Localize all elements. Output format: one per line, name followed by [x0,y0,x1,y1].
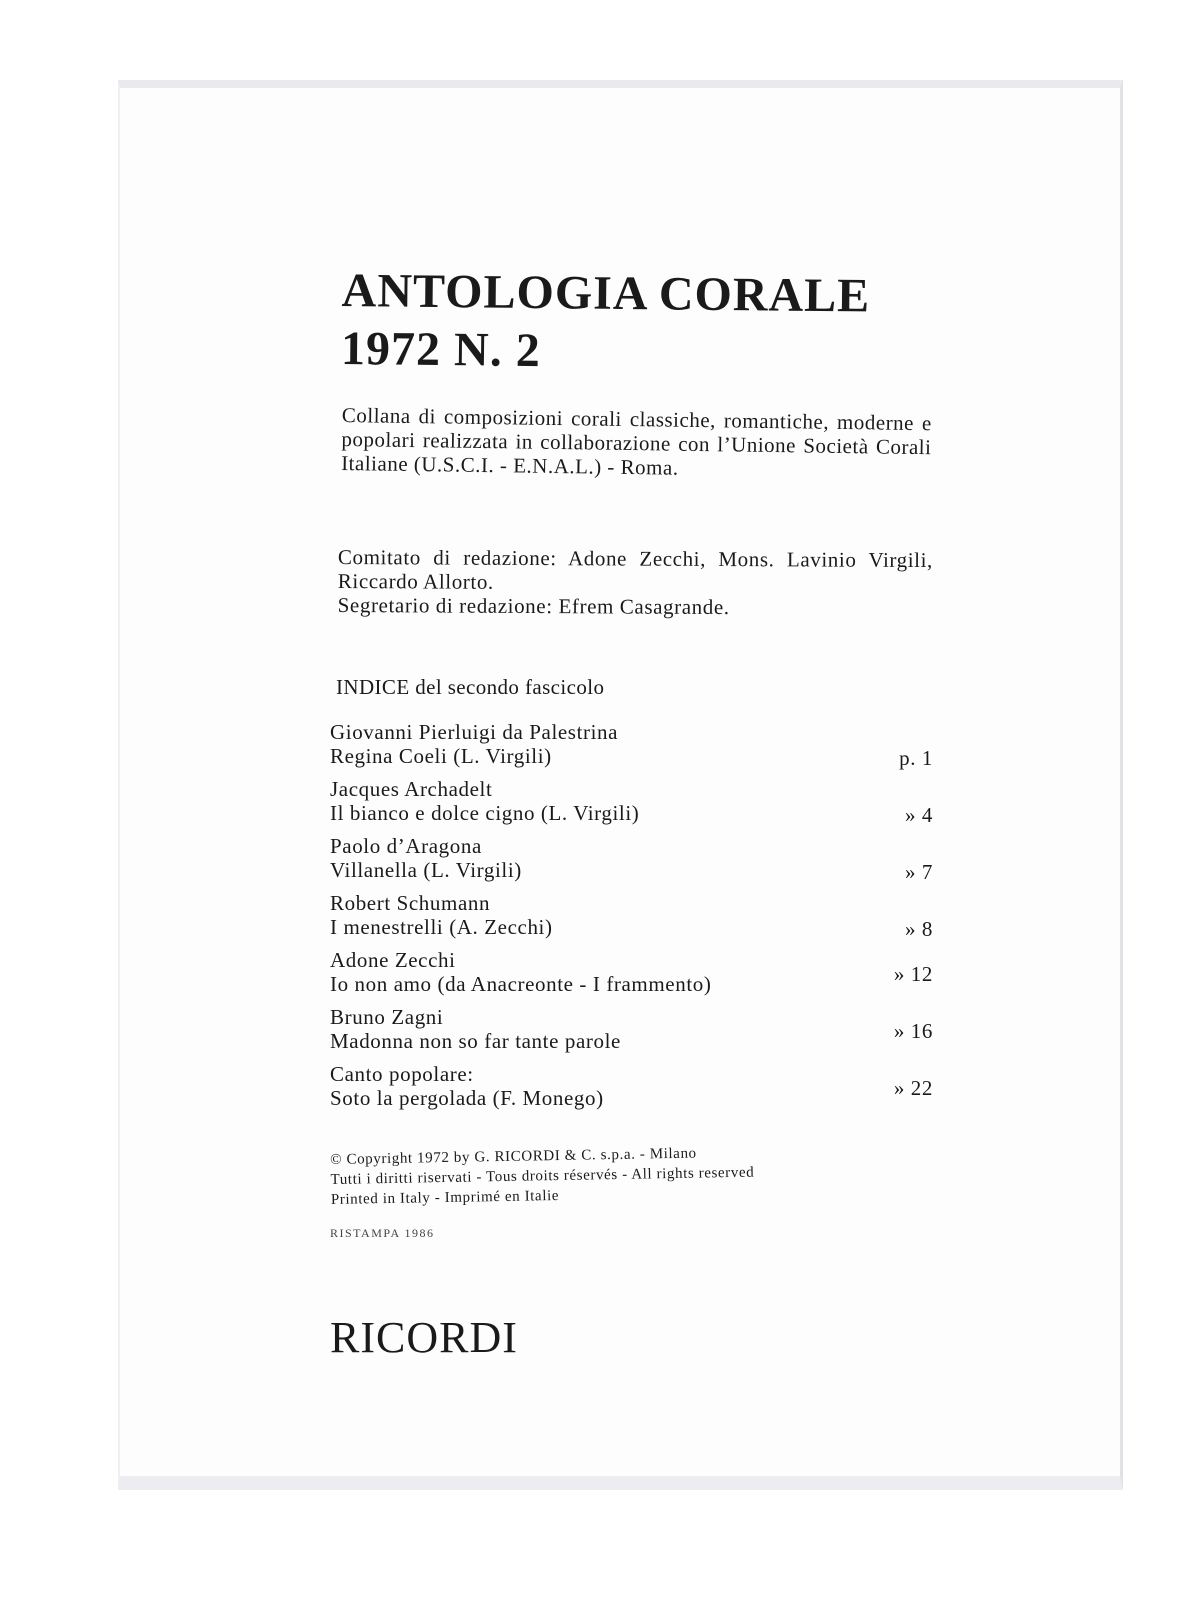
index-composer: Robert Schumann [330,891,491,915]
editorial-secretary: Segretario di redazione: Efrem Casagrande. [337,592,730,620]
index-composer: Bruno Zagni [330,1005,444,1029]
index-entry [330,948,935,1005]
copyright-line: © Copyright 1972 by G. RICORDI & C. s.p.a. - Milano [330,1145,697,1168]
index-work: Il bianco e dolce cigno (L. Virgili) [330,801,640,825]
index-composer: Adone Zecchi [330,948,456,972]
index-page: » 12 [893,962,933,986]
publisher-logo: RICORDI [330,1313,518,1362]
index-entry [330,891,935,948]
committee-members: Comitato di redazione: Adone Zecchi, Mons. Lavinio Virgili, Riccardo Allorto. [337,545,933,594]
index-work: Villanella (L. Virgili) [330,858,522,882]
index-page: » 7 [904,860,933,884]
index-work: Regina Coeli (L. Virgili) [330,744,552,768]
index-entry [330,1005,935,1062]
index-entry [330,834,935,891]
index-composer: Paolo d’Aragona [330,834,482,858]
index-heading: INDICE del secondo fascicolo [336,675,605,699]
index-work: Soto la pergolada (F. Monego) [330,1086,604,1110]
rights-line: Tutti i diritti riservati - Tous droits réservés - All rights reserved [330,1164,755,1188]
printed-line: Printed in Italy - Imprimé en Italie [330,1188,560,1208]
index-composer: Jacques Archadelt [330,777,493,801]
publication-title [341,262,871,384]
index-composer: Giovanni Pierluigi da Palestrina [330,720,619,744]
reprint-year: RISTAMPA 1986 [330,1226,435,1240]
copyright-notice [330,1141,871,1210]
index-list [330,720,935,1119]
index-page: » 16 [893,1019,933,1043]
title-line-1: ANTOLOGIA CORALE [341,263,871,323]
editorial-committee [338,545,933,620]
index-entry [330,1062,935,1119]
index-page: » 4 [904,803,933,827]
index-work: Io non amo (da Anacreonte - I frammento) [330,972,712,996]
title-page-content [330,0,935,1600]
index-entry [330,777,935,834]
index-work: I menestrelli (A. Zecchi) [330,915,553,939]
index-page: » 22 [893,1076,933,1100]
series-description: Collana di composizioni corali classiche, romantiche, moderne e popolari realizzata in collaborazione con l’Unione Società Corali Italiane (U.S.C.I. - E.N.A.L.) - Roma. [340,403,932,480]
index-page: p. 1 [899,746,933,770]
index-entry [330,720,935,777]
index-page: » 8 [904,917,933,941]
index-work: Madonna non so far tante parole [330,1029,621,1053]
title-line-2: 1972 N. 2 [340,321,542,378]
index-composer: Canto popolare: [330,1062,474,1086]
